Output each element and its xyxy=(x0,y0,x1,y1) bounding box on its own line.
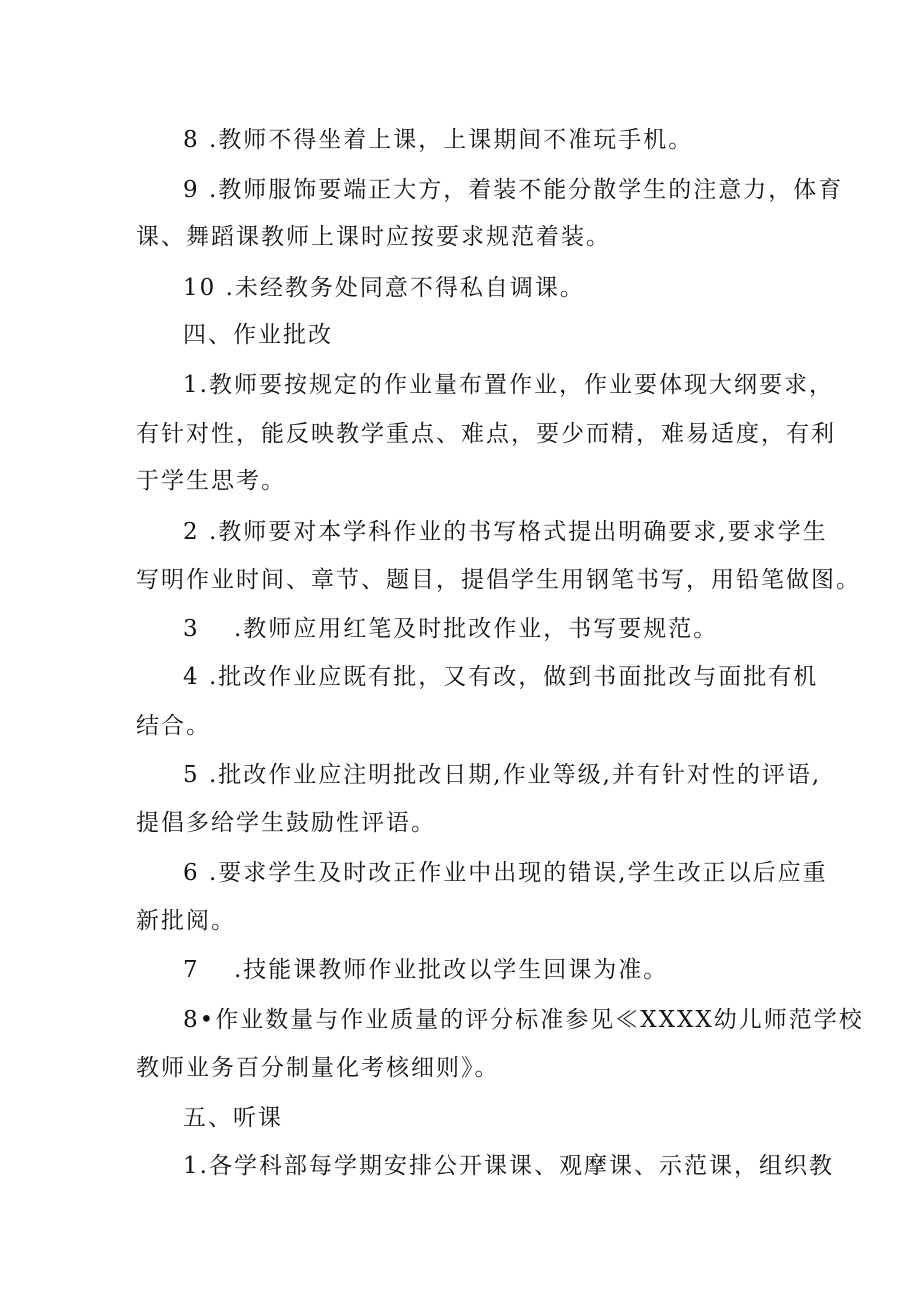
section-heading-5: 五、听课 xyxy=(183,1105,283,1131)
paragraph-9-line-2: 课、舞蹈课教师上课时应按要求规范着装。 xyxy=(136,224,611,250)
homework-item-4-line-1: 4 .批改作业应既有批，又有改，做到书面批改与面批有机 xyxy=(183,664,819,690)
paragraph-9-line-1: 9 .教师服饰要端正大方，着装不能分散学生的注意力，体育 xyxy=(183,177,844,203)
homework-item-8-line-2: 教师业务百分制量化考核细则》。 xyxy=(136,1055,500,1081)
homework-item-1-line-2: 有针对性，能反映教学重点、难点，要少而精，难易适度，有利 xyxy=(136,421,836,447)
homework-item-1-line-3: 于学生思考。 xyxy=(136,468,286,494)
paragraph-10-line-1: 10 .未经教务处同意不得私自调课。 xyxy=(183,275,585,301)
homework-item-5-line-2: 提倡多给学生鼓励性评语。 xyxy=(136,810,436,836)
section-heading-4: 四、作业批改 xyxy=(183,322,333,348)
homework-item-3-line-1: 3 .教师应用红笔及时批改作业，书写要规范。 xyxy=(183,616,719,642)
homework-item-6-line-1: 6 .要求学生及时改正作业中出现的错误,学生改正以后应重 xyxy=(183,860,828,886)
homework-item-1-line-1: 1.教师要按规定的作业量布置作业，作业要体现大纲要求， xyxy=(183,372,834,398)
homework-item-8-line-1: 8•作业数量与作业质量的评分标准参见≪XXXX幼儿师范学校 xyxy=(183,1007,864,1033)
paragraph-8-line-1: 8 .教师不得坐着上课，上课期间不准玩手机。 xyxy=(183,127,694,153)
homework-item-5-line-1: 5 .批改作业应注明批改日期,作业等级,并有针对性的评语, xyxy=(183,762,822,788)
listening-item-1-line-1: 1.各学科部每学期安排公开课课、观摩课、示范课，组织教 xyxy=(183,1153,834,1179)
homework-item-2-line-1: 2 .教师要对本学科作业的书写格式提出明确要求,要求学生 xyxy=(183,519,828,545)
homework-item-4-line-2: 结合。 xyxy=(136,713,211,739)
homework-item-2-line-2: 写明作业时间、章节、题目，提倡学生用钢笔书写，用铅笔做图。 xyxy=(136,567,861,593)
homework-item-6-line-2: 新批阅。 xyxy=(136,908,236,934)
homework-item-7-line-1: 7 .技能课教师作业批改以学生回课为准。 xyxy=(183,957,669,983)
